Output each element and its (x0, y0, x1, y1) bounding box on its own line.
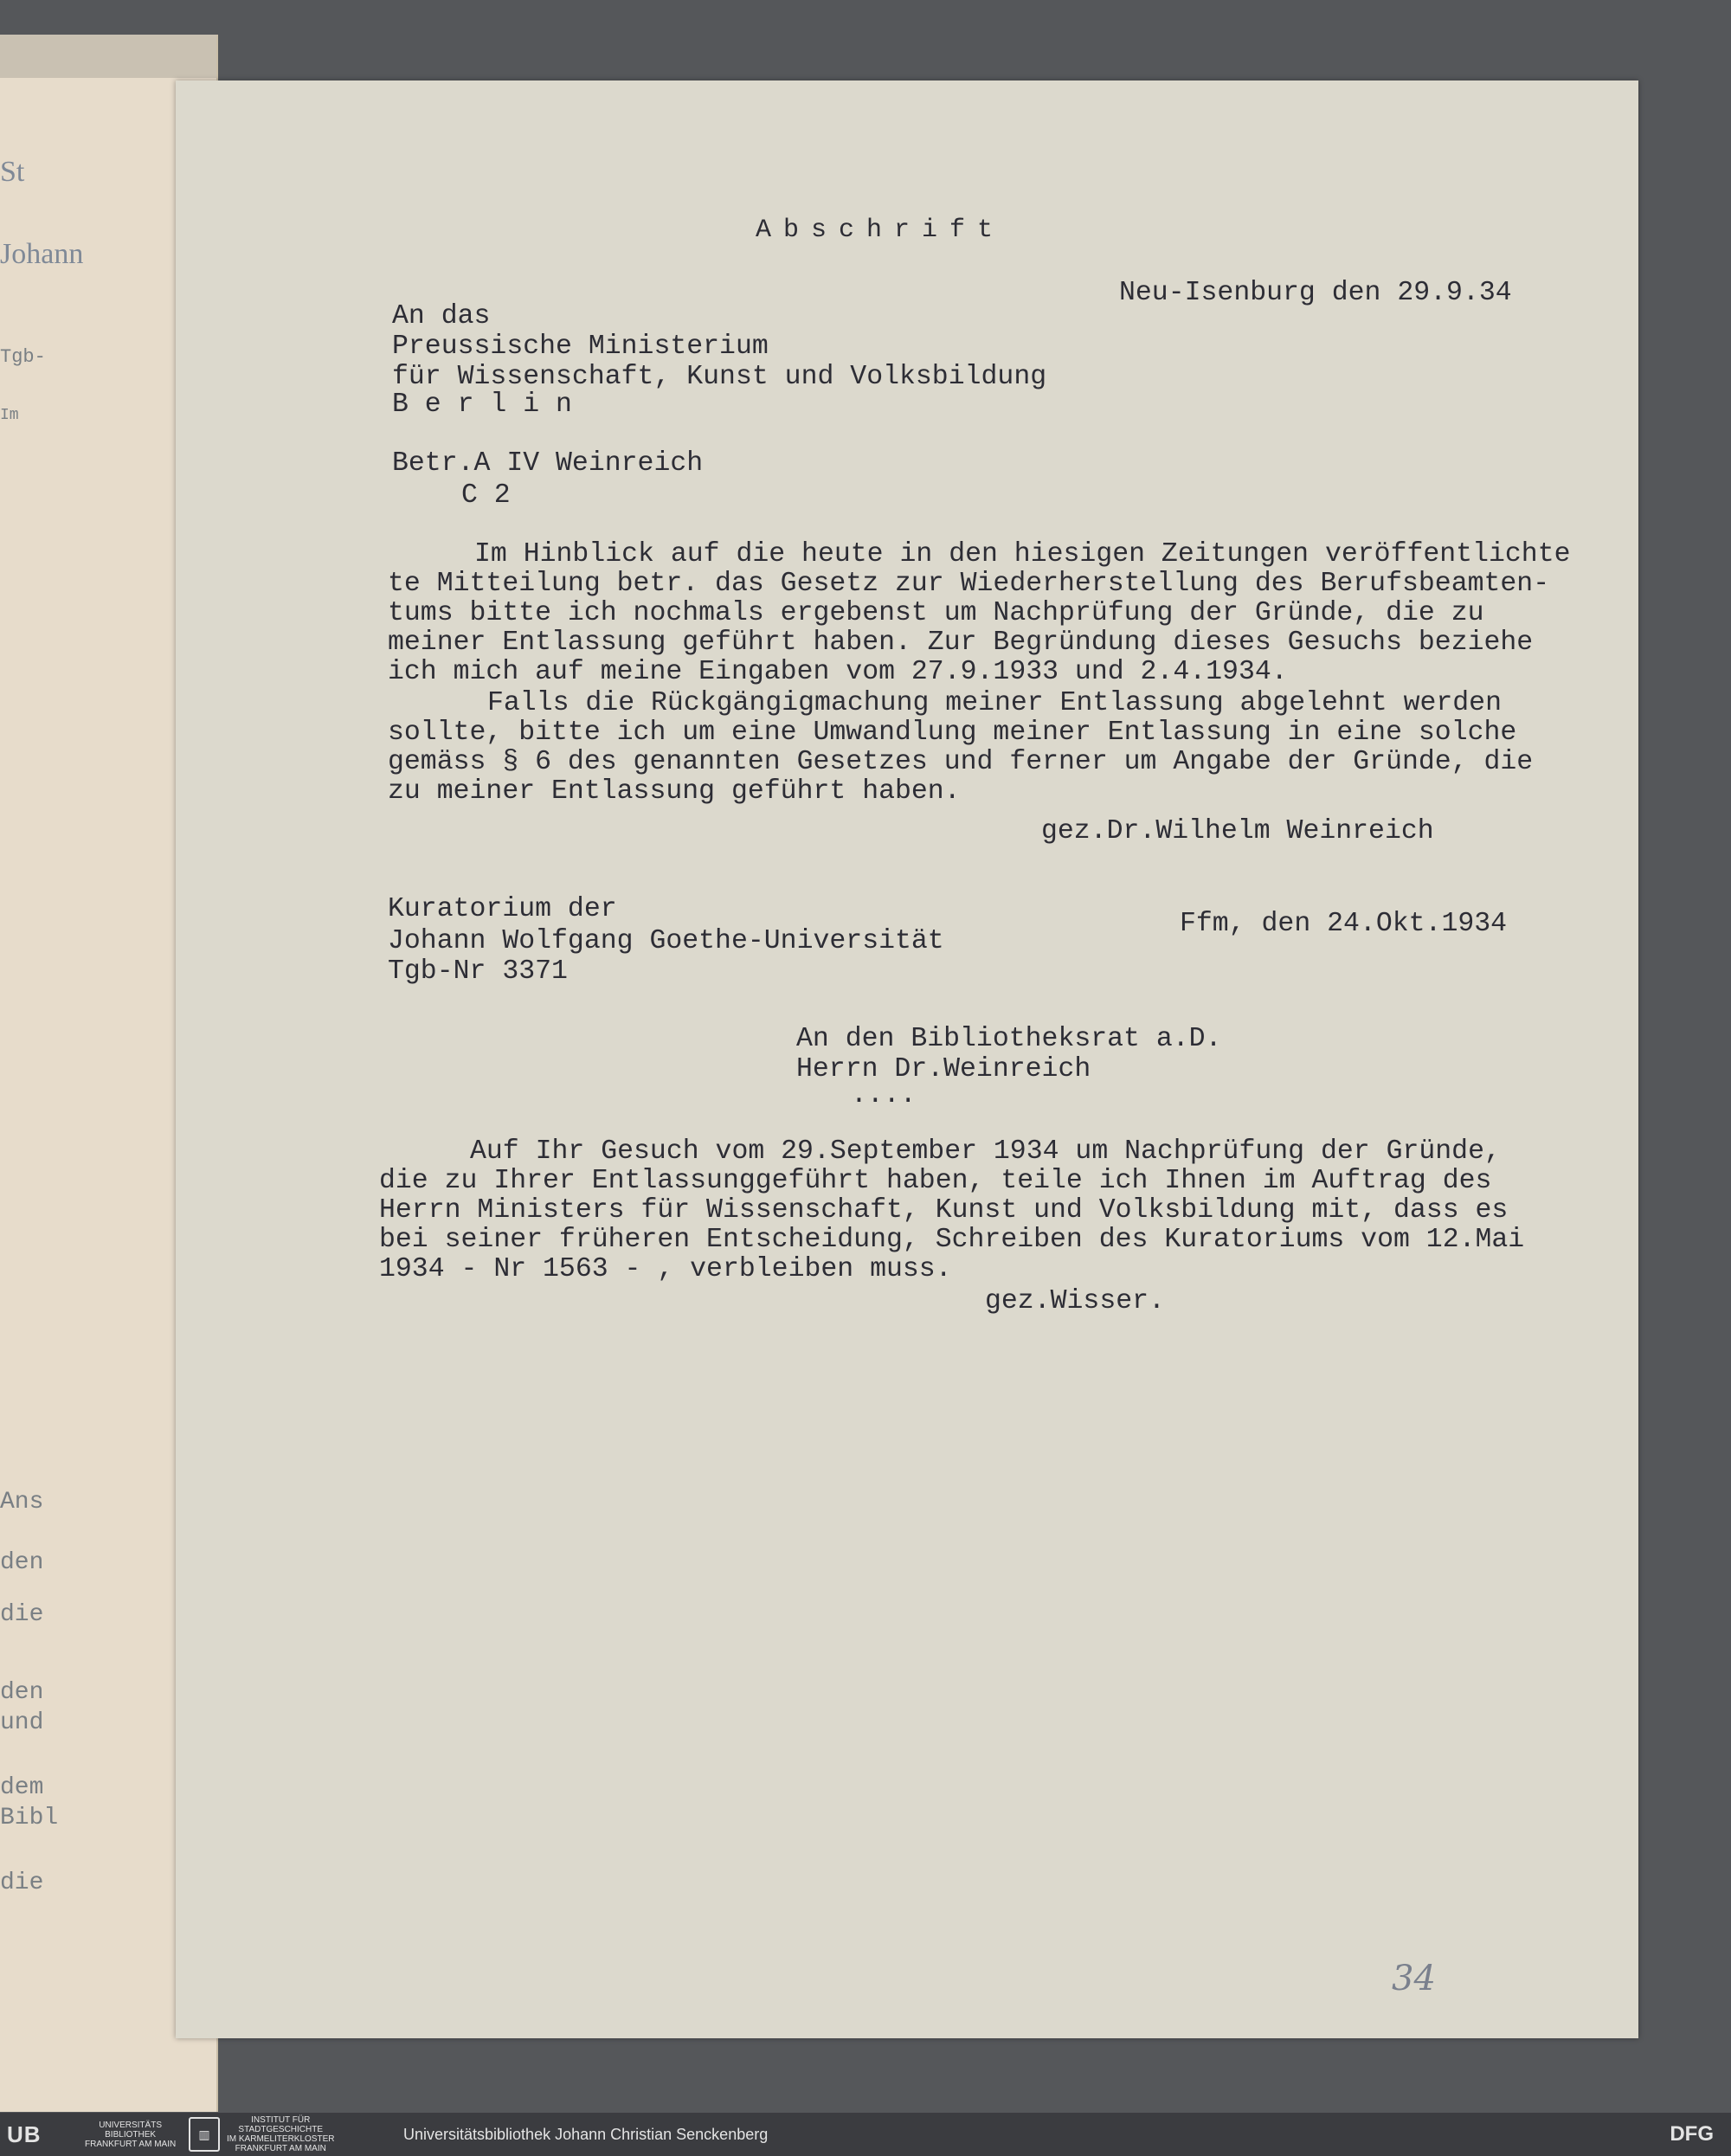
body-1-line: Falls die Rückgängigmachung meiner Entlassung abgelehnt werden (487, 688, 1502, 718)
book-text-fragment: Tgb- (0, 346, 46, 368)
signature-1: gez.Dr.Wilhelm Weinreich (1041, 816, 1434, 846)
body-1-line: Im Hinblick auf die heute in den hiesigen Zeitungen veröffentlichte (474, 539, 1571, 570)
sender-line: Tgb-Nr 3371 (388, 956, 568, 987)
book-text-fragment: die (0, 1601, 44, 1628)
dfg-logo: DFG (1670, 2122, 1714, 2146)
reference-line: Betr.A IV Weinreich (392, 448, 704, 479)
body-2-line: Auf Ihr Gesuch vom 29.September 1934 um Nachprüfung der Gründe, (470, 1136, 1501, 1167)
book-text-fragment: St (0, 156, 25, 188)
body-1-line: tums bitte ich nochmals ergebenst um Nachprüfung der Gründe, die zu (388, 598, 1484, 628)
inst-text-line: FRANKFURT AM MAIN (235, 2144, 326, 2153)
institute-logo-text (227, 2113, 334, 2156)
letter-sheet (176, 80, 1638, 2038)
place-date-2: Ffm, den 24.Okt.1934 (1180, 909, 1508, 939)
inst-text-line: INSTITUT FÜR (251, 2115, 311, 2125)
recipient-line: An den Bibliotheksrat a.D. (796, 1024, 1222, 1054)
institute-logo-icon: ▥ (189, 2113, 220, 2156)
book-text-fragment: Johann (0, 238, 84, 270)
sender-line: Kuratorium der (388, 894, 617, 924)
footer-title: Universitätsbibliothek Johann Christian Senckenberg (403, 2125, 769, 2143)
body-1-line: meiner Entlassung geführt haben. Zur Begründung dieses Gesuchs beziehe (388, 627, 1534, 658)
book-text-fragment: die (0, 1870, 44, 1896)
ub-logo-text (85, 2113, 176, 2156)
page-number: 34 (1392, 1959, 1436, 1998)
place-date-1: Neu-Isenburg den 29.9.34 (1119, 278, 1512, 308)
separator-dots: .... (851, 1080, 917, 1110)
body-1-line: te Mitteilung betr. das Gesetz zur Wiederherstellung des Berufsbeamten- (388, 569, 1550, 599)
body-1-line: gemäss § 6 des genannten Gesetzes und ferner um Angabe der Gründe, die (388, 747, 1534, 777)
signature-2: gez.Wisser. (985, 1286, 1165, 1316)
book-text-fragment: den (0, 1549, 44, 1576)
body-2-line: die zu Ihrer Entlassunggeführt haben, teile ich Ihnen im Auftrag des (379, 1166, 1492, 1196)
book-text-fragment: und (0, 1709, 44, 1736)
body-1-line: sollte, bitte ich um eine Umwandlung meiner Entlassung in eine solche (388, 718, 1517, 748)
body-1-line: zu meiner Entlassung geführt haben. (388, 776, 961, 807)
recipient-line: Herrn Dr.Weinreich (796, 1054, 1091, 1084)
inst-text-line: STADTGESCHICHTE (238, 2125, 324, 2134)
address-line: B e r l i n (392, 389, 572, 420)
ub-text-line: BIBLIOTHEK (105, 2129, 157, 2140)
book-text-fragment: Bibl (0, 1805, 59, 1831)
inst-text-line: IM KARMELITERKLOSTER (227, 2134, 335, 2144)
book-text-fragment: Im (0, 407, 19, 424)
ub-text-line: UNIVERSITÄTS (99, 2120, 162, 2130)
body-1-line: ich mich auf meine Eingaben vom 27.9.1933 und 2.4.1934. (388, 657, 1288, 687)
footer-bar (0, 2113, 1731, 2156)
address-line: für Wissenschaft, Kunst und Volksbildung (392, 362, 1047, 392)
document-heading: Abschrift (756, 216, 1006, 245)
sender-line: Johann Wolfgang Goethe-Universität (388, 926, 944, 956)
address-line: An das (392, 301, 491, 331)
book-edge (0, 35, 216, 78)
ub-logo: UB (7, 2121, 42, 2147)
reference-line: C 2 (461, 480, 511, 511)
address-line: Preussische Ministerium (392, 331, 769, 362)
body-2-line: bei seiner früheren Entscheidung, Schreiben des Kuratoriums vom 12.Mai (379, 1225, 1525, 1255)
book-text-fragment: Ans (0, 1489, 44, 1516)
body-2-line: 1934 - Nr 1563 - , verbleiben muss. (379, 1254, 952, 1284)
ub-text-line: FRANKFURT AM MAIN (85, 2139, 177, 2149)
book-text-fragment: dem (0, 1774, 44, 1801)
book-text-fragment: den (0, 1679, 44, 1706)
body-2-line: Herrn Ministers für Wissenschaft, Kunst und Volksbildung mit, dass es (379, 1195, 1509, 1226)
